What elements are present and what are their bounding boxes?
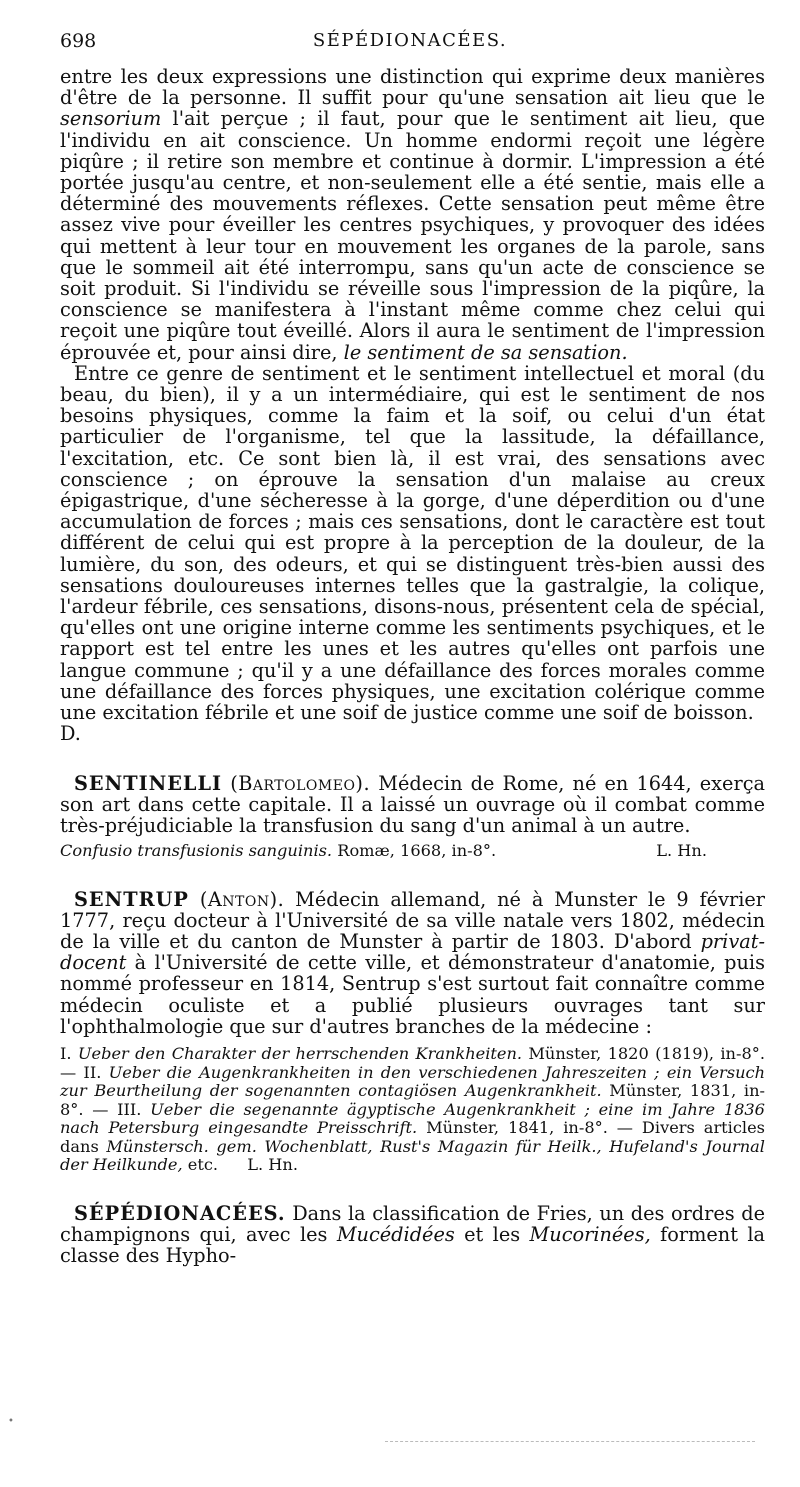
entry-sentrup bbox=[60, 889, 765, 1175]
given-name: (Anton). bbox=[199, 887, 285, 911]
entry-signature: L. Hn. bbox=[247, 1155, 298, 1175]
entry-sentinelli bbox=[60, 773, 765, 861]
intro-paragraph-1: entre les deux expressions une distinction qui exprime deux manières d'être de la personne. Il suffit pour qu'une sensation ait lieu que le sensorium l'ait perçue ; il faut, pour que le sentiment ait lieu, que l'individu en ait conscience. Un homme endormi reçoit une légère piqûre ; il retire son membre et continue à dormir. L'impression a été portée jusqu'au centre, et non-seulement elle a été sentie, mais elle a déterminé des mouvements réflexes. Cette sensation peut même être assez vive pour éveiller les centres psychiques, y provoquer des idées qui mettent à leur tour en mouvement les organes de la parole, sans que le sommeil ait été interrompu, sans qu'un acte de conscience se soit produit. Si l'individu se réveille sous l'impression de la piqûre, la conscience se manifestera à l'instant même comme chez celui qui reçoit une piqûre tout éveillé. Alors il aura le sentiment de l'impression éprouvée et, pour ainsi dire, le sentiment de sa sensation. bbox=[60, 65, 765, 364]
entry-sepedionacees-text: SÉPÉDIONACÉES. Dans la classification de Fries, un des ordres de champignons qui, avec les Mucédidées et les Mucorinées, forment la classe des Hypho- bbox=[60, 1201, 765, 1267]
intro-signature: D. bbox=[60, 722, 81, 746]
page-header bbox=[60, 30, 760, 60]
entry-sentinelli-text: SENTINELLI (Bartolomeo). Médecin de Rome, né en 1644, exerça son art dans cette capitale. Il a laissé un ouvrage où il combat comme très-préjudiciable la transfusion du sang d'un animal à un autre. bbox=[60, 771, 765, 837]
running-head: SÉPÉDIONACÉES. bbox=[312, 30, 508, 51]
entry-sepedionacees bbox=[60, 1203, 765, 1267]
margin-mark: • bbox=[8, 1416, 14, 1427]
entry-signature: L. Hn. bbox=[656, 841, 707, 861]
given-name: (Bartolomeo). bbox=[230, 771, 371, 795]
body-text bbox=[60, 66, 765, 1266]
headword: SÉPÉDIONACÉES. bbox=[74, 1201, 286, 1225]
entry-sentrup-bibliography: I. Ueber den Charakter der herrschenden Krankheiten. Münster, 1820 (1819), in-8°. — II. Ueber die Augenkrankheiten in den verschiedenen Jahreszeiten ; ein Versuch zur Beurtheilung der sogenannten contagiösen Augenkrankheit. Münster, 1831, in-8°. — III. Ueber die segenannte ägyptische Augenkrankheit ; eine im Jahre 1836 nach Petersburg eingesandte Preisschrift. Münster, 1841, in-8°. — Divers articles dans Münstersch. gem. Wochenblatt, Rust's Magazin für Heilk., Hufeland's Journal der Heilkunde, etc. L. Hn. bbox=[60, 1044, 765, 1175]
entry-sentinelli-bibliography: L. Hn. Confusio transfusionis sanguinis. Romæ, 1668, in-8°. bbox=[60, 842, 765, 861]
intro-paragraph-2: Entre ce genre de sentiment et le sentiment intellectuel et moral (du beau, du bien), il y a un intermédiaire, qui est le sentiment de nos besoins physiques, comme la faim et la soif, ou celui d'un état particulier de l'organisme, tel que la lassitude, la défaillance, l'excitation, etc. Ce sont bien là, il est vrai, des sensations avec conscience ; on éprouve la sensation d'un malaise au creux épigastrique, d'une sécheresse à la gorge, d'une déperdition ou d'une accumulation de forces ; mais ces sensations, dont le caractère est tout différent de celui qui est propre à la perception de la douleur, de la lumière, du son, des odeurs, et qui se distinguent très-bien aussi des sensations douloureuses internes telles que la gastralgie, la colique, l'ardeur fébrile, ces sensations, disons-nous, présentent cela de spécial, qu'elles ont une origine interne comme les sentiments psychiques, et le rapport est tel entre les unes et les autres qu'elles ont parfois une langue commune ; qu'il y a une défaillance des forces morales comme une défaillance des forces physiques, une excitation colérique comme une excitation fébrile et une soif de justice comme une soif de boisson. bbox=[60, 361, 765, 725]
entry-sentrup-text: SENTRUP (Anton). Médecin allemand, né à Munster le 9 février 1777, reçu docteur à l'Université de sa ville natale vers 1802, médecin de la ville et du canton de Munster à partir de 1803. D'abord privat-docent à l'Université de cette ville, et démonstrateur d'anatomie, puis nommé professeur en 1814, Sentrup s'est surtout fait connaître comme médecin oculiste et a publié plusieurs ouvrages tant sur l'ophthalmologie que sur d'autres branches de la médecine : bbox=[60, 887, 765, 1038]
headword: SENTINELLI bbox=[74, 771, 223, 795]
headword: SENTRUP bbox=[74, 887, 189, 911]
footer-rule bbox=[385, 1441, 755, 1442]
page-number: 698 bbox=[60, 30, 97, 52]
